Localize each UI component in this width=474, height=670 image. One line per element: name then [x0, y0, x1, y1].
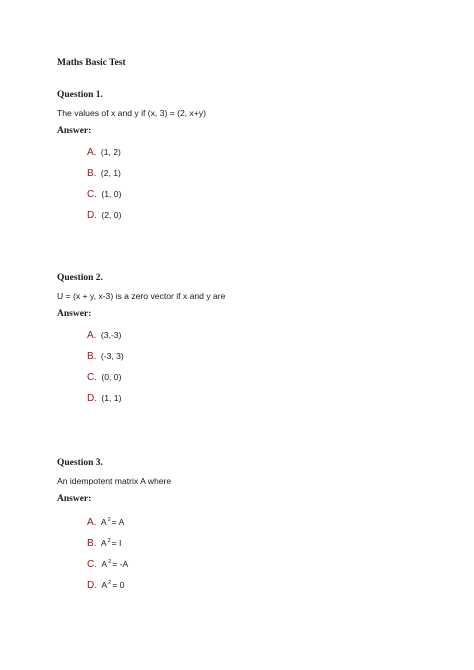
question-block-1	[57, 88, 457, 226]
option-c[interactable]	[87, 184, 457, 205]
matrix-symbol: A	[101, 579, 108, 590]
question-heading: Question 1.	[57, 90, 103, 100]
options-list	[57, 510, 457, 594]
option-letter: D.	[87, 393, 97, 404]
option-d[interactable]	[87, 205, 457, 226]
option-letter: B.	[87, 351, 97, 362]
option-a[interactable]	[87, 510, 457, 531]
options-list	[57, 325, 457, 409]
option-text: (1, 2)	[100, 147, 121, 157]
equation-rhs: = A	[111, 516, 125, 527]
answer-heading: Answer:	[57, 494, 92, 504]
option-text: (2, 0)	[101, 210, 122, 220]
option-text: (-3, 3)	[100, 351, 124, 361]
option-letter: A.	[87, 330, 97, 341]
option-letter: C.	[87, 558, 97, 570]
question-block-3	[57, 456, 457, 594]
options-list	[57, 142, 457, 226]
document-title: Maths Basic Test	[57, 58, 126, 68]
option-d[interactable]	[87, 388, 457, 409]
option-text: (2, 1)	[100, 168, 121, 178]
option-text	[101, 559, 128, 569]
option-a[interactable]	[87, 142, 457, 163]
option-letter: C.	[87, 372, 97, 383]
option-text: (1, 1)	[101, 393, 122, 403]
option-letter: D.	[87, 210, 97, 221]
question-heading: Question 3.	[57, 458, 103, 468]
option-letter: C.	[87, 189, 97, 200]
option-letter: D.	[87, 579, 97, 591]
matrix-symbol: A	[100, 516, 107, 527]
matrix-symbol: A	[101, 558, 108, 569]
exponent: 2	[107, 538, 111, 544]
option-text	[101, 538, 122, 548]
option-text: (3,-3)	[100, 330, 122, 340]
question-block-2	[57, 271, 457, 409]
question-text: An idempotent matrix A where	[57, 476, 172, 486]
option-d[interactable]	[87, 573, 457, 594]
option-b[interactable]	[87, 346, 457, 367]
option-b[interactable]	[87, 163, 457, 184]
option-letter: A.	[87, 147, 97, 158]
matrix-symbol: A	[100, 537, 107, 548]
option-letter: B.	[87, 537, 97, 549]
question-heading: Question 2.	[57, 273, 103, 283]
option-text: (1, 0)	[101, 189, 122, 199]
question-text: U = (x + y, x-3) is a zero vector if x and y are	[57, 291, 226, 301]
option-b[interactable]	[87, 531, 457, 552]
question-text: The values of x and y if (x, 3) = (2, x+y)	[57, 108, 207, 118]
exponent: 2	[108, 559, 112, 565]
option-text	[101, 517, 124, 527]
option-text: (0, 0)	[101, 372, 122, 382]
option-c[interactable]	[87, 367, 457, 388]
answer-heading: Answer:	[57, 309, 92, 319]
exponent: 2	[107, 517, 111, 523]
answer-heading: Answer:	[57, 126, 92, 136]
equation-rhs: = I	[111, 537, 122, 548]
option-letter: B.	[87, 168, 97, 179]
equation-rhs: = 0	[112, 579, 125, 590]
option-c[interactable]	[87, 552, 457, 573]
option-letter: A.	[87, 516, 97, 528]
option-a[interactable]	[87, 325, 457, 346]
equation-rhs: = -A	[112, 558, 129, 569]
exponent: 2	[108, 580, 112, 586]
option-text	[101, 580, 124, 590]
